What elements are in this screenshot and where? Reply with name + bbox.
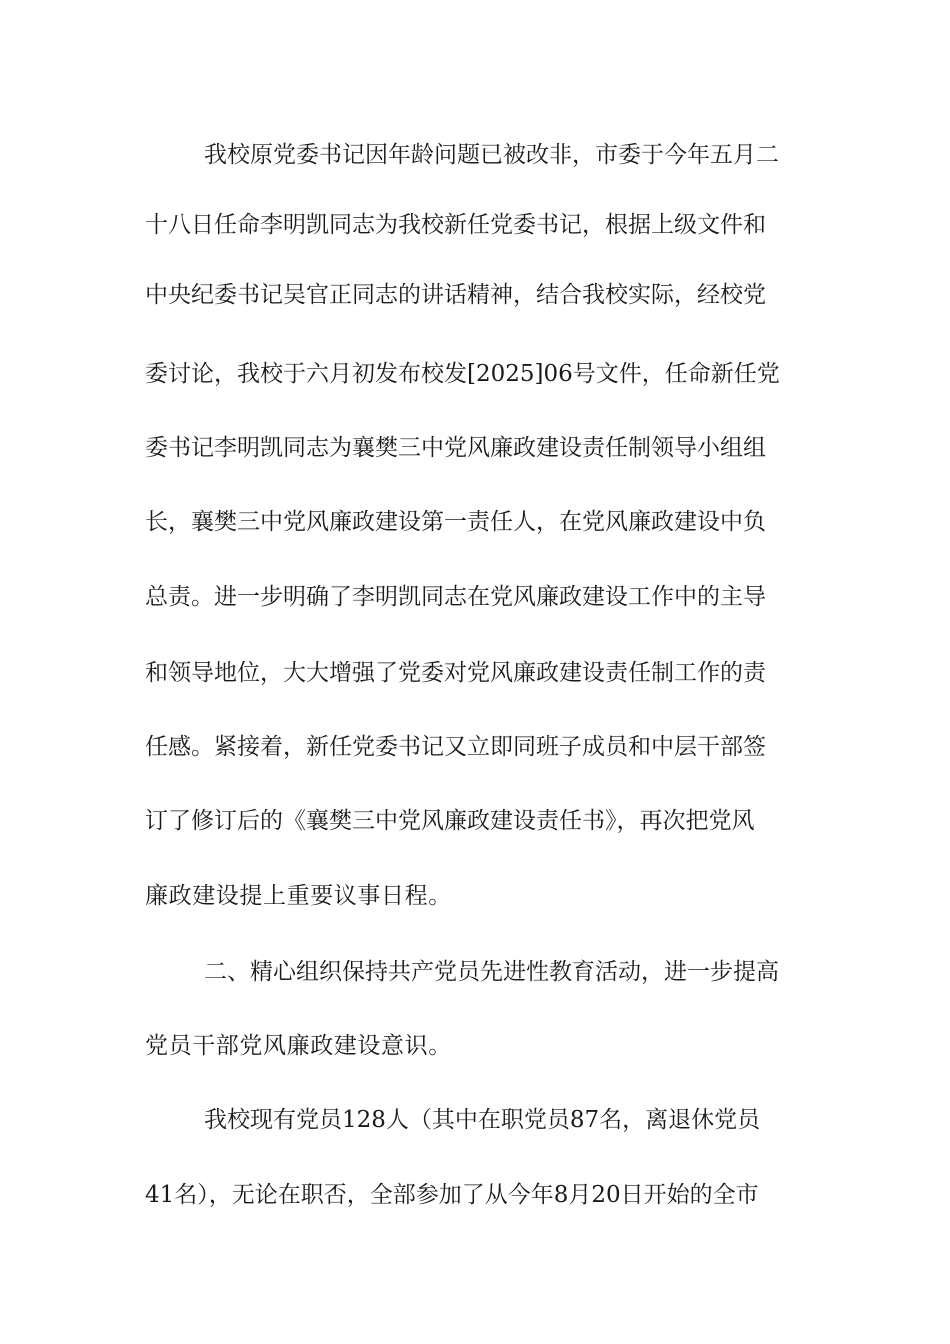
paragraph-line: 中央纪委书记吴官正同志的讲话精神，结合我校实际，经校党: [145, 282, 766, 308]
paragraph-line: 委讨论，我校于六月初发布校发[2025]06号文件，任命新任党: [145, 361, 780, 387]
paragraph-line: 41名），无论在职否，全部参加了从今年8月20日开始的全市: [145, 1182, 759, 1208]
paragraph-line: 和领导地位，大大增强了党委对党风廉政建设责任制工作的责: [145, 660, 766, 686]
paragraph-line: 订了修订后的《襄樊三中党风廉政建设责任书》，再次把党风: [145, 808, 755, 834]
paragraph-line: 任感。紧接着，新任党委书记又立即同班子成员和中层干部签: [145, 734, 766, 760]
paragraph-line: 我校现有党员128人（其中在职党员87名，离退休党员: [204, 1107, 761, 1133]
section-heading-line: 党员干部党风廉政建设意识。: [145, 1033, 452, 1059]
paragraph-line: 十八日任命李明凯同志为我校新任党委书记，根据上级文件和: [145, 212, 766, 238]
paragraph-line: 总责。进一步明确了李明凯同志在党风廉政建设工作中的主导: [145, 584, 766, 610]
paragraph-line: 委书记李明凯同志为襄樊三中党风廉政建设责任制领导小组组: [145, 435, 766, 461]
paragraph-line: 我校原党委书记因年龄问题已被改非，市委于今年五月二: [204, 142, 779, 168]
paragraph-line: 长，襄樊三中党风廉政建设第一责任人，在党风廉政建设中负: [145, 509, 766, 535]
section-heading-line: 二、精心组织保持共产党员先进性教育活动，进一步提高: [204, 959, 779, 985]
paragraph-line: 廉政建设提上重要议事日程。: [145, 883, 452, 909]
